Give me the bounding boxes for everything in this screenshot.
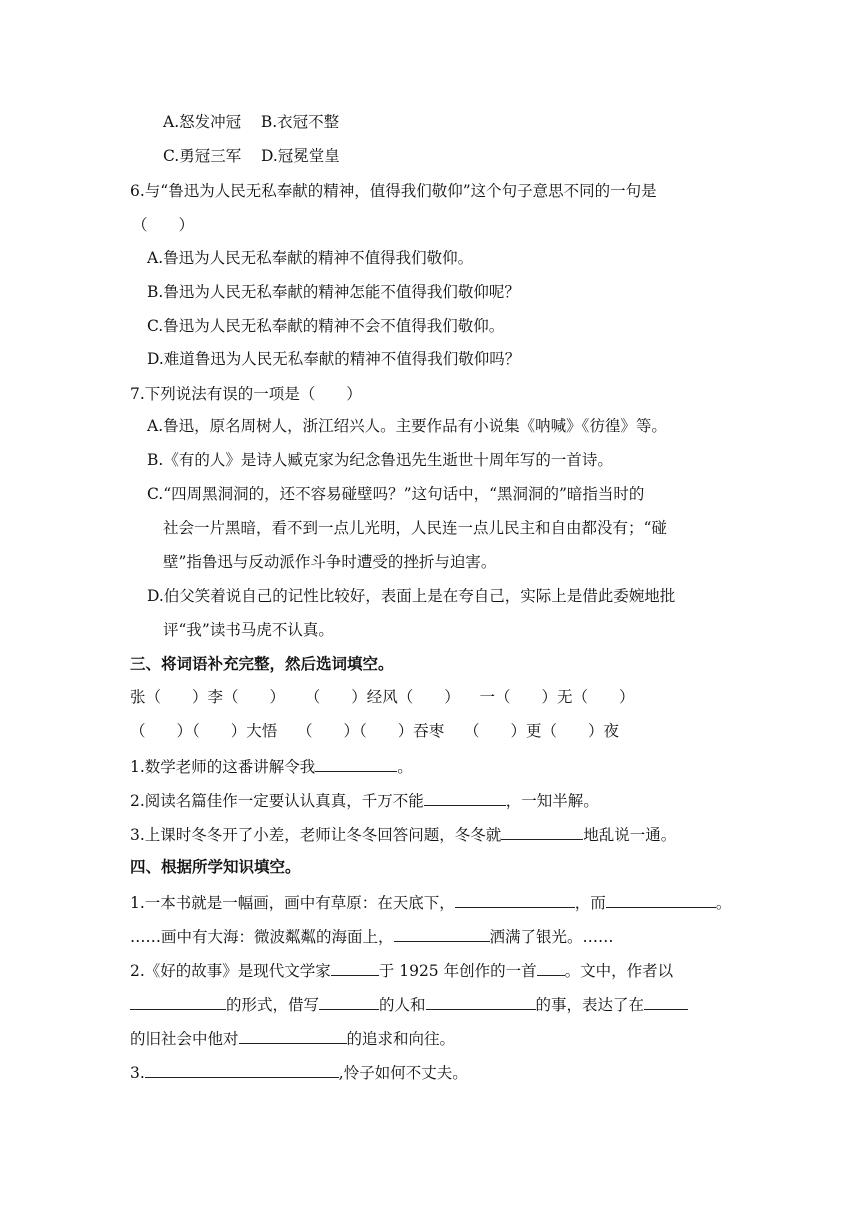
q5-option-b: B.衣冠不整 (260, 113, 340, 131)
q6-option-b: B.鲁迅为人民无私奉献的精神怎能不值得我们敬仰呢？ (147, 283, 520, 301)
answer-blank[interactable] (315, 755, 397, 772)
word-blank-6: （ ）更（ ）夜 (463, 722, 619, 740)
item-2b-mid-3: 的事，表达了在 (535, 996, 645, 1014)
item-1-text: 1.一本书就是一幅画，画中有草原：在天底下， (130, 894, 455, 912)
item-2-text: 2.《好的故事》是现代文学家 (130, 962, 331, 980)
answer-blank[interactable] (145, 1061, 339, 1078)
q7-option-c-line-1: C.“四周黑洞洞的，还不容易碰壁吗？”这句话中，“黑洞洞的”暗指当时的 (147, 485, 645, 503)
answer-blank[interactable] (424, 789, 506, 806)
section-4-item-2-line-3 (130, 1027, 455, 1049)
answer-blank[interactable] (501, 823, 583, 840)
q7-option-b: B.《有的人》是诗人臧克家为纪念鲁迅先生逝世十周年写的一首诗。 (147, 451, 613, 469)
word-blank-2: （ ）经风（ ） (304, 688, 460, 706)
item-2-mid-1: 于 1925 年创作的一首 (378, 962, 537, 980)
q5-option-c: C.勇冠三军 (163, 147, 242, 165)
section-4-item-2-line-1 (130, 959, 673, 981)
answer-blank[interactable] (455, 891, 575, 908)
q7-option-c-line-2: 社会一片黑暗，看不到一点儿光明，人民连一点儿民主和自由都没有；“碰 (163, 519, 667, 537)
answer-blank[interactable] (537, 959, 565, 976)
section-3-word-row-1 (130, 687, 634, 707)
answer-blank[interactable] (606, 891, 716, 908)
answer-blank[interactable] (130, 993, 226, 1010)
item-1-end: 。 (715, 894, 732, 912)
section-3-heading: 三、将词语补充完整，然后选词填空。 (130, 654, 394, 673)
item-2-mid-2: 。文中，作者以 (564, 962, 674, 980)
q7-option-a: A.鲁迅，原名周树人，浙江绍兴人。主要作品有小说集《呐喊》《彷徨》等。 (147, 417, 667, 435)
item-1b-end: 洒满了银光。…… (489, 928, 614, 946)
q7-stem: 7.下列说法有误的一项是（ ） (130, 385, 362, 403)
answer-blank[interactable] (319, 993, 379, 1010)
sentence-1-text: 1.数学老师的这番讲解令我 (130, 758, 316, 776)
q5-option-row-2 (163, 146, 340, 166)
word-blank-5: （ ）（ ）吞枣 (296, 722, 445, 740)
item-2c-mid-1: 的旧社会中他对 (130, 1030, 239, 1048)
sentence-2-text: 2.阅读名篇佳作一定要认认真真，千万不能 (130, 792, 424, 810)
section-4-item-1-line-1 (130, 891, 731, 913)
section-3-sentence-3 (130, 823, 676, 845)
q7-option-d-line-1: D.伯父笑着说自己的记性比较好，表面上是在夸自己，实际上是借此委婉地批 (147, 587, 676, 605)
q6-option-c: C.鲁迅为人民无私奉献的精神不会不值得我们敬仰。 (147, 317, 505, 335)
sentence-3-text: 3.上课时冬冬开了小差，老师让冬冬回答问题，冬冬就 (130, 826, 502, 844)
word-blank-1: 张（ ）李（ ） (130, 688, 286, 706)
sentence-1-end: 。 (397, 758, 413, 776)
q5-option-row-1 (163, 112, 339, 132)
section-4-item-2-line-2 (130, 993, 688, 1015)
q7-option-d-line-2: 评“我”读书马虎不认真。 (163, 621, 334, 639)
answer-blank[interactable] (394, 925, 490, 942)
section-3-sentence-1 (130, 755, 413, 777)
item-2c-end: 的追求和向往。 (346, 1030, 456, 1048)
item-2b-mid-1: 的形式，借写 (226, 996, 320, 1014)
q7-option-c-line-3: 壁”指鲁迅与反动派作斗争时遭受的挫折与迫害。 (163, 553, 497, 571)
section-3-word-row-2 (130, 721, 619, 741)
answer-blank[interactable] (426, 993, 536, 1010)
item-3-number: 3. (130, 1064, 145, 1082)
q6-option-a: A.鲁迅为人民无私奉献的精神不值得我们敬仰。 (147, 249, 474, 267)
q6-stem-line-2: （ ） (132, 216, 195, 234)
item-2b-mid-2: 的人和 (379, 996, 426, 1014)
section-4-heading: 四、根据所学知识填空。 (130, 857, 301, 876)
sentence-3-end: 地乱说一通。 (583, 826, 677, 844)
word-blank-3: 一（ ）无（ ） (479, 688, 635, 706)
section-4-item-3 (130, 1061, 468, 1083)
item-3-end: ,怜子如何不丈夫。 (338, 1064, 468, 1082)
q5-option-a: A.怒发冲冠 (163, 113, 242, 131)
answer-blank[interactable] (331, 959, 379, 976)
word-blank-4: （ ）（ ）大悟 (130, 722, 278, 740)
section-4-item-1-line-2 (130, 925, 614, 947)
q5-option-d: D.冠冕堂皇 (260, 147, 340, 165)
item-1b-text: ……画中有大海：微波粼粼的海面上， (130, 928, 394, 946)
q6-option-d: D.难道鲁迅为人民无私奉献的精神不值得我们敬仰吗？ (147, 350, 521, 368)
answer-blank[interactable] (239, 1027, 347, 1044)
q6-stem-line-1: 6.与“鲁迅为人民无私奉献的精神，值得我们敬仰”这个句子意思不同的一句是 (130, 182, 657, 200)
item-1-mid: ，而 (574, 894, 606, 912)
section-3-sentence-2 (130, 789, 599, 811)
sentence-2-end: ，一知半解。 (505, 792, 599, 810)
answer-blank[interactable] (644, 993, 688, 1010)
